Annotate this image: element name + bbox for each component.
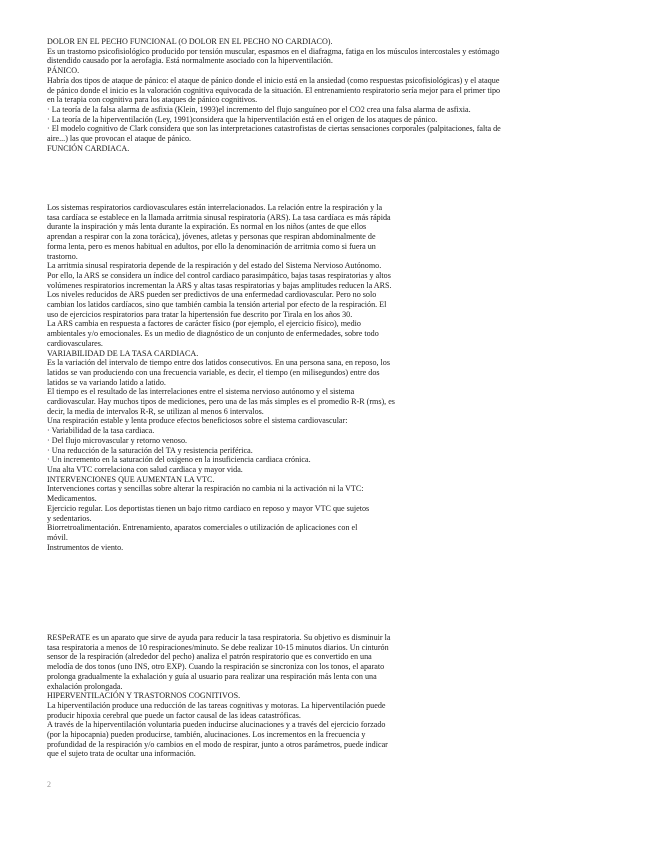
text-line: · Variabilidad de la tasa cardiaca. xyxy=(47,426,155,436)
text-line: Intervenciones cortas y sencillas sobre alterar la respiración no cambia ni la activación ni la VTC: xyxy=(47,484,364,494)
text-line: latidos se va variando latido a latido. xyxy=(47,377,166,387)
text-line: móvil. xyxy=(47,532,68,542)
text-line: · Del flujo microvascular y retorno venoso. xyxy=(47,435,188,445)
text-line: DOLOR EN EL PECHO FUNCIONAL (O DOLOR EN EL PECHO NO CARDIACO). xyxy=(47,37,333,46)
text-line: cardiovasculares. xyxy=(47,338,103,348)
text-line: aprendan a respirar con la zona torácica), jóvenes, atletas y personas que respiran abdominalmente de xyxy=(47,232,376,242)
text-line: PÁNICO. xyxy=(47,66,80,76)
text-line: HIPERVENTILACIÓN Y TRASTORNOS COGNITIVOS. xyxy=(47,691,241,701)
text-line: uso de ejercicios respiratorios para tratar la hipertensión fue descrito por Tirala en los años 30. xyxy=(47,309,353,319)
text-line: trastorno. xyxy=(47,251,78,261)
text-line: Habría dos tipos de ataque de pánico: el ataque de pánico donde el inicio está en la ansiedad (como respuestas psicofisiológicas) y el ataque xyxy=(47,75,500,85)
text-line: La arritmia sinusal respiratoria depende de la respiración y del estado del Sistema Nervioso Autónomo. xyxy=(47,261,382,271)
text-line: decir, la media de intervalos R-R, se utilizan al menos 6 intervalos. xyxy=(47,406,264,416)
text-line: · El modelo cognitivo de Clark considera que son las interpretaciones catastrofistas de ciertas sensaciones corporales (palpitaciones, falta de xyxy=(47,124,501,134)
text-line: Biorretroalimentación. Entrenamiento, aparatos comerciales o utilización de aplicaciones con el xyxy=(47,523,358,533)
text-line: cambian los latidos cardíacos, sino que también cambia la tensión arterial por efecto de la respiración. El xyxy=(47,300,387,310)
text-line: forma lenta, pero es menos habitual en adultos, por ello la denominación de arritmia como si fuera un xyxy=(47,241,376,251)
text-line: latidos se van produciendo con una frecuencia variable, es decir, el tiempo (en milisegundos) entre dos xyxy=(47,367,380,377)
text-line: Medicamentos. xyxy=(47,494,97,504)
text-line: Una alta VTC correlaciona con salud cardiaca y mayor vida. xyxy=(47,464,243,474)
text-line: RESPeRATE es un aparato que sirve de ayuda para reducir la tasa respiratoria. Su objetivo es disminuir la xyxy=(47,633,391,642)
text-line: durante la inspiración y más lenta durante la expiración. Es normal en los niños (antes de que ellos xyxy=(47,222,367,232)
text-line: volúmenes respiratorios incrementan la ARS y altas tasas respiratorias y bajas amplitudes reducen la ARS. xyxy=(47,280,392,290)
text-line: Una respiración estable y lenta produce efectos beneficiosos sobre el sistema cardiovascular: xyxy=(47,416,348,426)
text-line: sensor de la respiración (alrededor del pecho) analiza el patrón respiratorio que es convertido en una xyxy=(47,652,372,662)
text-line: · La teoría de la hiperventilación (Ley, 1991)considera que la hiperventilación está en el origen de los ataques de pánico. xyxy=(47,114,438,124)
text-line: producir hipoxia cerebral que puede un factor causal de las ideas catastróficas. xyxy=(47,710,301,720)
text-line: ambientales y/o emocionales. Es un medio de diagnóstico de un conjunto de enfermedades, sobre todo xyxy=(47,329,379,339)
section-cardiac-function xyxy=(47,203,483,552)
text-line: Los sistemas respiratorios cardiovasculares están interrelacionados. La relación entre la respiración y la xyxy=(47,203,383,212)
text-line: · Un incremento en la saturación del oxígeno en la insuficiencia cardiaca crónica. xyxy=(47,455,311,465)
page-number: 2 xyxy=(47,780,51,789)
text-line: tasa cardíaca se establece en la llamada arritmia sinusal respiratoria (ARS). La tasa cardíaca es más rápida xyxy=(47,212,391,222)
text-line: INTERVENCIONES QUE AUMENTAN LA VTC. xyxy=(47,474,215,484)
text-line: cardiovascular. Hay muchos tipos de mediciones, pero una de las más simples es el promedio R-R (rms), es xyxy=(47,397,395,407)
section-chest-pain-panic xyxy=(47,37,609,153)
text-line: exhalación prolongada. xyxy=(47,681,123,691)
text-line: Es la variación del intervalo de tiempo entre dos latidos consecutivos. En una persona sana, en reposo, los xyxy=(47,358,390,368)
text-line: y sedentarios. xyxy=(47,513,92,523)
text-line: que el sujeto trata de ocultar una información. xyxy=(47,749,196,759)
text-line: aire...) las que provocan el ataque de pánico. xyxy=(47,134,192,144)
text-line: · Una reducción de la saturación del TA y resistencia periférica. xyxy=(47,445,253,455)
section-resperate-hyperventilation xyxy=(47,633,483,759)
text-line: distendido causado por la aerofagia. Está normalmente asociado con la hiperventilación. xyxy=(47,56,333,66)
text-line: Es un trastorno psicofisiológico producido por tensión muscular, espasmos en el diafragma, fatiga en los músculos intercostales y estómago xyxy=(47,46,500,56)
text-line: Instrumentos de viento. xyxy=(47,542,124,552)
text-line: Ejercicio regular. Los deportistas tienen un bajo ritmo cardiaco en reposo y mayor VTC que sujetos xyxy=(47,503,370,513)
text-line: prolonga gradualmente la exhalación y guía al usuario para realizar una respiración más lenta con una xyxy=(47,671,377,681)
text-line: FUNCIÓN CARDIACA. xyxy=(47,143,130,153)
text-line: profundidad de la respiración y/o cambios en el modo de respirar, junto a otros parámetros, puede indicar xyxy=(47,739,388,749)
text-line: La hiperventilación produce una reducción de las tareas cognitivas y motoras. La hiperventilación puede xyxy=(47,700,386,710)
text-line: A través de la hiperventilación voluntaria pueden inducirse alucinaciones y a través del ejercicio forzado xyxy=(47,720,386,730)
text-line: de pánico donde el inicio es la valoración cognitiva equivocada de la situación. El entrenamiento respiratorio sería mejor para el primer tipo xyxy=(47,85,501,95)
text-line: (por la hipocapnia) pueden producirse, también, alucinaciones. Los incrementos en la frecuencia y xyxy=(47,730,366,740)
text-line: · La teoría de la falsa alarma de asfixia (Klein, 1993)el incremento del flujo sanguíneo por el CO2 crea una falsa alarma de asfixia. xyxy=(47,104,471,114)
text-line: El tiempo es el resultado de las interrelaciones entre el sistema nervioso autónomo y el sistema xyxy=(47,387,355,397)
text-line: La ARS cambia en respuesta a factores de carácter físico (por ejemplo, el ejercicio físico), medio xyxy=(47,319,361,329)
text-line: Los niveles reducidos de ARS pueden ser predictivos de una enfermedad cardiovascular. Pero no solo xyxy=(47,290,377,300)
text-line: VARIABILIDAD DE LA TASA CARDIACA. xyxy=(47,348,199,358)
text-line: melodía de dos tonos (uno INS, otro EXP). Cuando la respiración se sincroniza con los tonos, el aparato xyxy=(47,662,385,672)
text-line: en la terapia con cognitiva para los ataques de pánico cognitivos. xyxy=(47,95,258,105)
text-line: tasa respiratoria a menos de 10 respiraciones/minuto. Se debe realizar 10-15 minutos diarios. Un cinturón xyxy=(47,642,389,652)
text-line: Por ello, la ARS se considera un índice del control cardiaco parasimpático, bajas tasas respiratorias y altos xyxy=(47,270,391,280)
